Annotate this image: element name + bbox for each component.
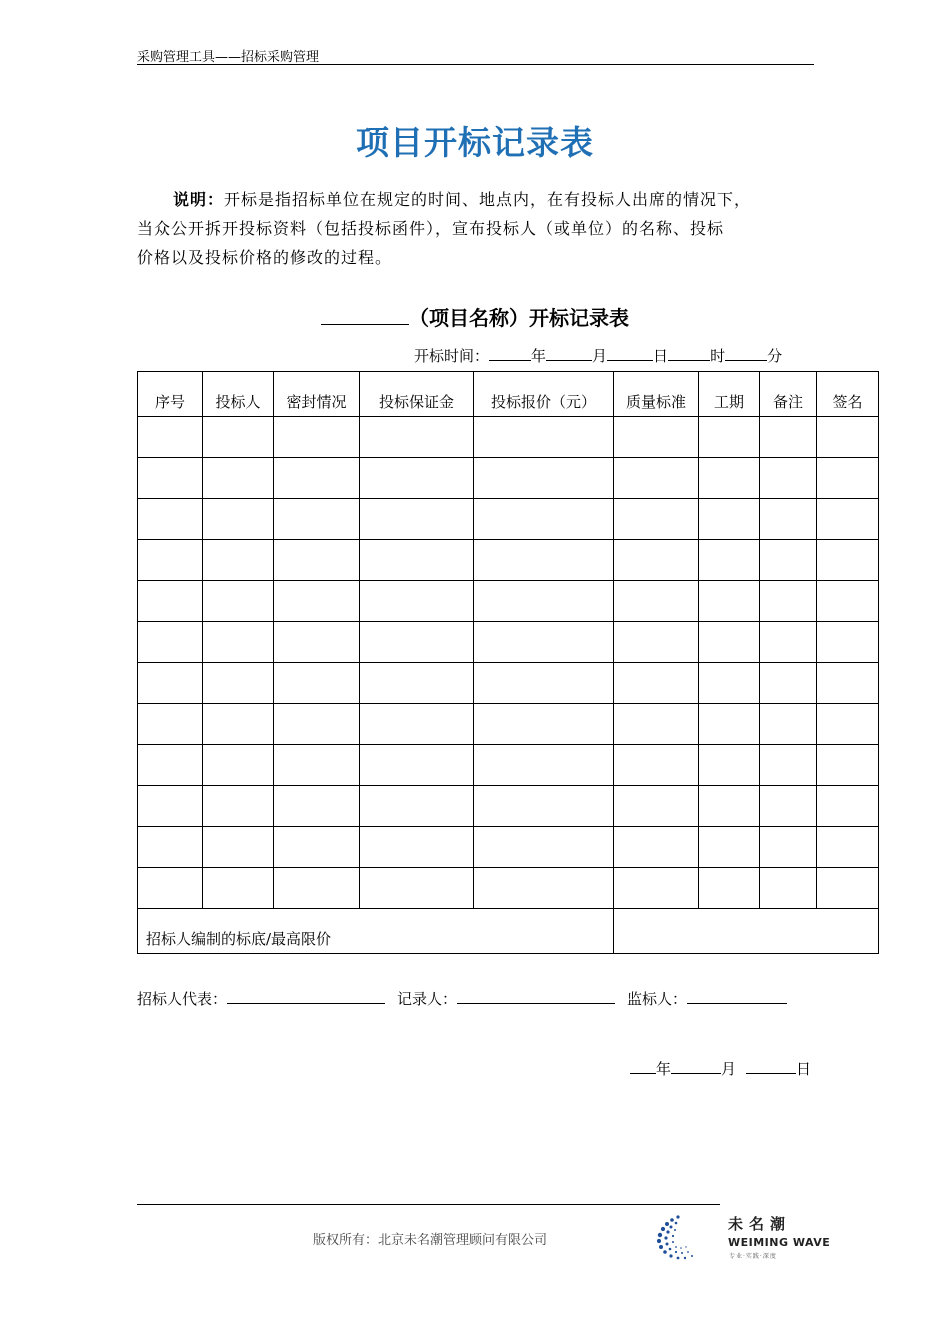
table-cell[interactable]	[138, 868, 203, 909]
col-header-duration: 工期	[699, 372, 760, 417]
logo-english-name: WEIMING WAVE	[728, 1236, 831, 1249]
table-cell[interactable]	[817, 499, 879, 540]
table-header-row	[138, 372, 879, 417]
table-cell[interactable]	[699, 417, 760, 458]
year-label: 年	[531, 347, 547, 365]
table-cell[interactable]	[614, 704, 699, 745]
table-cell[interactable]	[138, 622, 203, 663]
day-label: 日	[653, 347, 669, 365]
table-cell[interactable]	[817, 458, 879, 499]
table-cell[interactable]	[138, 704, 203, 745]
open-time-label: 开标时间：	[414, 347, 490, 365]
table-cell[interactable]	[614, 458, 699, 499]
table-cell[interactable]	[360, 868, 474, 909]
table-row	[138, 663, 879, 704]
table-cell[interactable]	[474, 499, 614, 540]
table-cell[interactable]	[614, 581, 699, 622]
table-cell[interactable]	[614, 745, 699, 786]
table-row	[138, 499, 879, 540]
table-cell[interactable]	[138, 581, 203, 622]
table-cell[interactable]	[760, 827, 817, 868]
table-cell[interactable]	[274, 417, 360, 458]
table-cell[interactable]	[203, 622, 274, 663]
table-cell[interactable]	[760, 622, 817, 663]
table-row	[138, 704, 879, 745]
table-cell[interactable]	[138, 663, 203, 704]
table-cell[interactable]	[817, 745, 879, 786]
minute-blank[interactable]	[725, 346, 767, 361]
table-cell[interactable]	[274, 622, 360, 663]
recorder-blank[interactable]	[457, 989, 615, 1004]
table-cell[interactable]	[138, 786, 203, 827]
table-cell[interactable]	[203, 540, 274, 581]
table-cell[interactable]	[699, 868, 760, 909]
table-cell[interactable]	[699, 827, 760, 868]
tenderer-rep-blank[interactable]	[227, 989, 385, 1004]
table-cell[interactable]	[474, 458, 614, 499]
col-header-seal: 密封情况	[274, 372, 360, 417]
date-line	[630, 1058, 811, 1079]
day-blank[interactable]	[607, 346, 653, 361]
table-cell[interactable]	[203, 868, 274, 909]
table-cell[interactable]	[760, 499, 817, 540]
date-year-blank[interactable]	[630, 1059, 656, 1074]
table-cell[interactable]	[274, 745, 360, 786]
table-cell[interactable]	[138, 499, 203, 540]
table-row	[138, 827, 879, 868]
intro-lead: 说明：	[173, 190, 225, 209]
table-cell[interactable]	[699, 786, 760, 827]
page-title: 项目开标记录表	[356, 123, 594, 162]
table-cell[interactable]	[203, 704, 274, 745]
table-cell[interactable]	[474, 663, 614, 704]
table-cell[interactable]	[817, 786, 879, 827]
logo-tagline: 专业·实践·深度	[729, 1253, 777, 1260]
table-cell[interactable]	[760, 786, 817, 827]
table-cell[interactable]	[699, 704, 760, 745]
table-cell[interactable]	[760, 663, 817, 704]
table-cell[interactable]	[274, 704, 360, 745]
reserve-price-label: 招标人编制的标底/最高限价	[138, 909, 614, 954]
table-cell[interactable]	[817, 622, 879, 663]
bid-record-table	[137, 371, 879, 954]
table-cell[interactable]	[274, 827, 360, 868]
subtitle-text: （项目名称）开标记录表	[409, 306, 629, 330]
table-cell[interactable]	[360, 499, 474, 540]
header-rule	[137, 64, 814, 65]
table-cell[interactable]	[203, 663, 274, 704]
supervisor-blank[interactable]	[687, 989, 787, 1004]
table-cell[interactable]	[203, 827, 274, 868]
table-cell[interactable]	[474, 786, 614, 827]
year-blank[interactable]	[489, 346, 531, 361]
table-cell[interactable]	[138, 417, 203, 458]
table-cell[interactable]	[614, 622, 699, 663]
copyright-text: 版权所有：北京未名潮管理顾问有限公司	[313, 1233, 548, 1248]
table-cell[interactable]	[614, 540, 699, 581]
intro-paragraph	[137, 185, 817, 272]
month-label: 月	[592, 347, 608, 365]
col-header-deposit: 投标保证金	[360, 372, 474, 417]
logo-chinese-name: 未名潮	[728, 1215, 792, 1233]
table-cell[interactable]	[274, 868, 360, 909]
table-cell[interactable]	[474, 745, 614, 786]
table-cell[interactable]	[360, 745, 474, 786]
table-cell[interactable]	[614, 868, 699, 909]
table-cell[interactable]	[274, 458, 360, 499]
hour-blank[interactable]	[668, 346, 710, 361]
table-cell[interactable]	[474, 540, 614, 581]
table-cell[interactable]	[274, 663, 360, 704]
footer-rule	[137, 1204, 720, 1205]
date-month-label: 月	[721, 1060, 737, 1078]
col-header-quality: 质量标准	[614, 372, 699, 417]
col-header-signature: 签名	[817, 372, 879, 417]
wave-logo-icon	[648, 1205, 728, 1265]
date-day-blank[interactable]	[746, 1059, 796, 1074]
table-cell[interactable]	[614, 663, 699, 704]
table-cell[interactable]	[138, 458, 203, 499]
table-cell[interactable]	[203, 417, 274, 458]
col-header-bid-price: 投标报价（元）	[474, 372, 614, 417]
table-row	[138, 458, 879, 499]
table-cell[interactable]	[138, 745, 203, 786]
table-cell[interactable]	[699, 458, 760, 499]
table-cell[interactable]	[760, 458, 817, 499]
table-row	[138, 786, 879, 827]
table-cell[interactable]	[203, 745, 274, 786]
table-cell[interactable]	[203, 458, 274, 499]
table-cell[interactable]	[474, 622, 614, 663]
intro-line-2: 当众公开拆开投标资料（包括投标函件），宣布投标人（或单位）的名称、投标	[137, 219, 725, 238]
date-year-label: 年	[656, 1060, 672, 1078]
table-cell[interactable]	[817, 540, 879, 581]
table-cell[interactable]	[474, 417, 614, 458]
table-cell[interactable]	[474, 581, 614, 622]
hour-label: 时	[710, 347, 726, 365]
table-row	[138, 745, 879, 786]
table-cell[interactable]	[699, 663, 760, 704]
table-cell[interactable]	[274, 540, 360, 581]
col-header-index: 序号	[138, 372, 203, 417]
table-footer-row	[138, 909, 879, 954]
table-cell[interactable]	[360, 827, 474, 868]
table-cell[interactable]	[614, 786, 699, 827]
table-cell[interactable]	[274, 499, 360, 540]
table-cell[interactable]	[138, 827, 203, 868]
tenderer-rep-label: 招标人代表：	[137, 990, 228, 1008]
table-row	[138, 868, 879, 909]
table-row	[138, 417, 879, 458]
table-cell[interactable]	[474, 704, 614, 745]
table-row	[138, 622, 879, 663]
table-row	[138, 540, 879, 581]
open-time-line	[414, 345, 782, 366]
table-cell[interactable]	[474, 868, 614, 909]
date-month-blank[interactable]	[671, 1059, 721, 1074]
table-cell[interactable]	[614, 499, 699, 540]
table-cell[interactable]	[699, 499, 760, 540]
table-cell[interactable]	[817, 417, 879, 458]
table-cell[interactable]	[614, 827, 699, 868]
table-cell[interactable]	[203, 786, 274, 827]
table-cell[interactable]	[760, 745, 817, 786]
signature-line	[137, 988, 787, 1009]
table-cell[interactable]	[760, 581, 817, 622]
table-cell[interactable]	[360, 622, 474, 663]
table-cell[interactable]	[203, 499, 274, 540]
table-cell[interactable]	[360, 704, 474, 745]
table-cell[interactable]	[360, 663, 474, 704]
supervisor-label: 监标人：	[627, 990, 688, 1008]
table-cell[interactable]	[817, 581, 879, 622]
table-cell[interactable]	[760, 868, 817, 909]
intro-line-1: 开标是指招标单位在规定的时间、地点内，在有投标人出席的情况下，	[224, 190, 752, 209]
project-name-blank[interactable]	[321, 306, 409, 325]
table-cell[interactable]	[817, 704, 879, 745]
table-cell[interactable]	[138, 540, 203, 581]
table-cell[interactable]	[274, 786, 360, 827]
table-cell[interactable]	[360, 458, 474, 499]
recorder-label: 记录人：	[397, 990, 458, 1008]
minute-label: 分	[767, 347, 783, 365]
intro-line-3: 价格以及投标价格的修改的过程。	[137, 248, 393, 267]
table-cell[interactable]	[760, 417, 817, 458]
table-cell[interactable]	[360, 540, 474, 581]
date-day-label: 日	[796, 1060, 812, 1078]
table-cell[interactable]	[699, 745, 760, 786]
table-cell[interactable]	[474, 827, 614, 868]
table-cell[interactable]	[203, 581, 274, 622]
table-cell[interactable]	[760, 704, 817, 745]
table-subtitle	[0, 302, 950, 331]
table-cell[interactable]	[817, 663, 879, 704]
table-cell[interactable]	[817, 827, 879, 868]
table-cell[interactable]	[760, 540, 817, 581]
table-cell[interactable]	[817, 868, 879, 909]
table-cell[interactable]	[274, 581, 360, 622]
table-cell[interactable]	[614, 417, 699, 458]
month-blank[interactable]	[546, 346, 592, 361]
table-cell[interactable]	[360, 417, 474, 458]
reserve-price-cell[interactable]	[614, 909, 879, 954]
table-cell[interactable]	[699, 622, 760, 663]
table-cell[interactable]	[699, 540, 760, 581]
header-text: 采购管理工具——招标采购管理	[137, 50, 320, 65]
col-header-remarks: 备注	[760, 372, 817, 417]
col-header-bidder: 投标人	[203, 372, 274, 417]
table-cell[interactable]	[360, 786, 474, 827]
table-cell[interactable]	[699, 581, 760, 622]
table-cell[interactable]	[360, 581, 474, 622]
table-row	[138, 581, 879, 622]
